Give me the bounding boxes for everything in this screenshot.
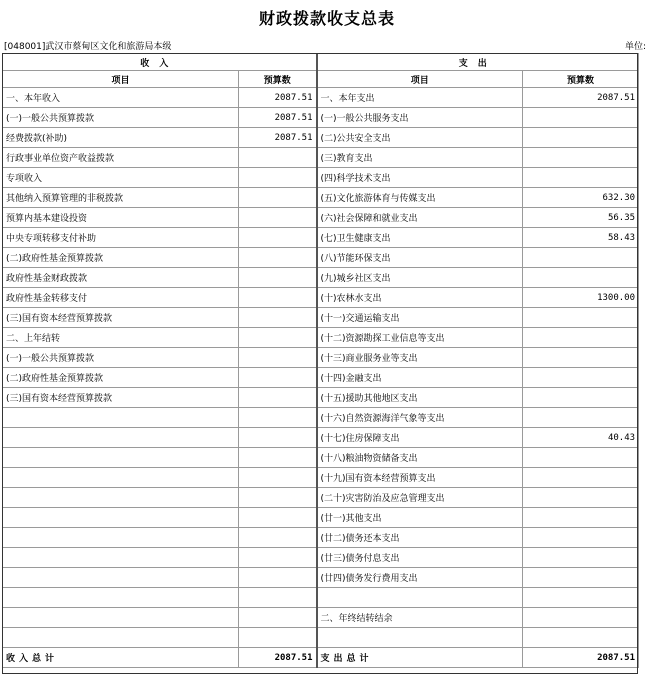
expense-item-cell: (九)城乡社区支出 bbox=[317, 268, 523, 288]
expense-item-cell: (十八)粮油物资储备支出 bbox=[317, 448, 523, 468]
expense-item-cell: (廿一)其他支出 bbox=[317, 508, 523, 528]
table-row bbox=[3, 528, 639, 548]
income-budget-cell bbox=[239, 388, 317, 408]
income-item-cell bbox=[3, 588, 239, 608]
expense-budget-cell bbox=[523, 368, 639, 388]
table-row bbox=[3, 628, 639, 648]
income-budget-cell bbox=[239, 368, 317, 388]
expense-item-cell: (十六)自然资源海洋气象等支出 bbox=[317, 408, 523, 428]
income-budget-cell bbox=[239, 348, 317, 368]
expense-budget-cell bbox=[523, 468, 639, 488]
table-row bbox=[3, 188, 639, 208]
expense-item-cell: (三)教育支出 bbox=[317, 148, 523, 168]
expense-budget-cell bbox=[523, 348, 639, 368]
expense-budget-header: 预算数 bbox=[523, 71, 639, 88]
expense-budget-cell bbox=[523, 448, 639, 468]
page-title: 财政拨款收支总表 bbox=[258, 9, 395, 28]
table-row bbox=[3, 128, 639, 148]
income-item-cell bbox=[3, 608, 239, 628]
unit-label: 单位: bbox=[624, 42, 646, 52]
expense-budget-cell bbox=[523, 388, 639, 408]
expense-budget-cell bbox=[523, 248, 639, 268]
expense-budget-cell bbox=[523, 508, 639, 528]
expense-budget-cell bbox=[523, 108, 639, 128]
expense-item-cell bbox=[317, 588, 523, 608]
income-budget-cell bbox=[239, 468, 317, 488]
expense-item-cell: (十五)援助其他地区支出 bbox=[317, 388, 523, 408]
budget-table bbox=[2, 53, 639, 668]
expense-item-header: 项目 bbox=[317, 71, 523, 88]
totals-row bbox=[3, 648, 639, 668]
income-item-cell: 政府性基金财政拨款 bbox=[3, 268, 239, 288]
income-item-cell: 专项收入 bbox=[3, 168, 239, 188]
table-row bbox=[3, 288, 639, 308]
income-item-cell: (一)一般公共预算拨款 bbox=[3, 108, 239, 128]
income-budget-cell bbox=[239, 408, 317, 428]
expense-budget-cell bbox=[523, 488, 639, 508]
income-item-cell: 政府性基金转移支付 bbox=[3, 288, 239, 308]
expense-item-cell: (二)公共安全支出 bbox=[317, 128, 523, 148]
table-row bbox=[3, 448, 639, 468]
income-budget-cell bbox=[239, 208, 317, 228]
table-row bbox=[3, 328, 639, 348]
income-budget-header: 预算数 bbox=[239, 71, 317, 88]
income-item-cell bbox=[3, 428, 239, 448]
income-budget-cell: 2087.51 bbox=[239, 108, 317, 128]
expense-item-cell: (八)节能环保支出 bbox=[317, 248, 523, 268]
expense-budget-cell: 1300.00 bbox=[523, 288, 639, 308]
expense-budget-cell bbox=[523, 528, 639, 548]
expense-item-cell bbox=[317, 628, 523, 648]
expense-budget-cell bbox=[523, 268, 639, 288]
table-row bbox=[3, 408, 639, 428]
income-item-cell bbox=[3, 528, 239, 548]
income-budget-cell bbox=[239, 428, 317, 448]
expense-item-cell: 二、年终结转结余 bbox=[317, 608, 523, 628]
table-row bbox=[3, 208, 639, 228]
table-row bbox=[3, 428, 639, 448]
table-row bbox=[3, 368, 639, 388]
income-budget-cell bbox=[239, 308, 317, 328]
expense-item-cell: (十二)资源勘探工业信息等支出 bbox=[317, 328, 523, 348]
income-item-cell: 经费拨款(补助) bbox=[3, 128, 239, 148]
income-budget-cell bbox=[239, 268, 317, 288]
expense-item-cell: 一、本年支出 bbox=[317, 88, 523, 108]
expense-budget-cell bbox=[523, 628, 639, 648]
income-total-value: 2087.51 bbox=[239, 648, 317, 668]
expense-budget-cell bbox=[523, 168, 639, 188]
table-row bbox=[3, 388, 639, 408]
income-budget-cell bbox=[239, 248, 317, 268]
income-budget-cell bbox=[239, 288, 317, 308]
income-item-cell bbox=[3, 448, 239, 468]
expense-budget-cell bbox=[523, 328, 639, 348]
income-item-cell bbox=[3, 488, 239, 508]
table-row bbox=[3, 348, 639, 368]
income-item-cell: (三)国有资本经营预算拨款 bbox=[3, 308, 239, 328]
table-row bbox=[3, 268, 639, 288]
table-row bbox=[3, 468, 639, 488]
expense-item-cell: (廿二)债务还本支出 bbox=[317, 528, 523, 548]
table-row bbox=[3, 548, 639, 568]
table-row bbox=[3, 168, 639, 188]
income-item-cell bbox=[3, 548, 239, 568]
expense-budget-cell: 58.43 bbox=[523, 228, 639, 248]
income-budget-cell bbox=[239, 548, 317, 568]
income-section-header: 收入 bbox=[3, 54, 317, 71]
income-budget-cell bbox=[239, 588, 317, 608]
expense-budget-cell bbox=[523, 548, 639, 568]
expense-total-label: 支出总计 bbox=[317, 648, 523, 668]
income-item-cell: (三)国有资本经营预算拨款 bbox=[3, 388, 239, 408]
unit-name: [048001]武汉市蔡甸区文化和旅游局本级 bbox=[4, 42, 172, 52]
expense-item-cell: (一)一般公共服务支出 bbox=[317, 108, 523, 128]
income-budget-cell bbox=[239, 168, 317, 188]
expense-budget-cell: 2087.51 bbox=[523, 88, 639, 108]
income-item-cell: 预算内基本建设投资 bbox=[3, 208, 239, 228]
income-budget-cell bbox=[239, 568, 317, 588]
table-row bbox=[3, 508, 639, 528]
expense-item-cell: (十一)交通运输支出 bbox=[317, 308, 523, 328]
expense-budget-cell bbox=[523, 308, 639, 328]
expense-budget-cell bbox=[523, 408, 639, 428]
expense-item-cell: (廿三)债务付息支出 bbox=[317, 548, 523, 568]
expense-item-cell: (廿四)债务发行费用支出 bbox=[317, 568, 523, 588]
income-item-cell: 中央专项转移支付补助 bbox=[3, 228, 239, 248]
column-header-row bbox=[3, 71, 639, 88]
income-budget-cell bbox=[239, 628, 317, 648]
expense-item-cell: (十四)金融支出 bbox=[317, 368, 523, 388]
table-row bbox=[3, 148, 639, 168]
expense-total-value: 2087.51 bbox=[523, 648, 639, 668]
expense-budget-cell bbox=[523, 588, 639, 608]
income-budget-cell bbox=[239, 448, 317, 468]
income-item-cell bbox=[3, 508, 239, 528]
table-row bbox=[3, 588, 639, 608]
table-row bbox=[3, 248, 639, 268]
income-item-cell: (一)一般公共预算拨款 bbox=[3, 348, 239, 368]
expense-item-cell: (十三)商业服务业等支出 bbox=[317, 348, 523, 368]
income-item-cell bbox=[3, 628, 239, 648]
expense-item-cell: (五)文化旅游体育与传媒支出 bbox=[317, 188, 523, 208]
expense-item-cell: (六)社会保障和就业支出 bbox=[317, 208, 523, 228]
section-header-row bbox=[3, 54, 639, 71]
income-item-header: 项目 bbox=[3, 71, 239, 88]
expense-budget-cell: 56.35 bbox=[523, 208, 639, 228]
table-row bbox=[3, 228, 639, 248]
income-item-cell: (二)政府性基金预算拨款 bbox=[3, 368, 239, 388]
table-row bbox=[3, 568, 639, 588]
expense-section-header: 支出 bbox=[317, 54, 639, 71]
income-item-cell: 行政事业单位资产收益拨款 bbox=[3, 148, 239, 168]
income-item-cell bbox=[3, 568, 239, 588]
income-budget-cell bbox=[239, 328, 317, 348]
expense-item-cell: (四)科学技术支出 bbox=[317, 168, 523, 188]
income-item-cell: (二)政府性基金预算拨款 bbox=[3, 248, 239, 268]
income-item-cell: 其他纳入预算管理的非税拨款 bbox=[3, 188, 239, 208]
expense-item-cell: (二十)灾害防治及应急管理支出 bbox=[317, 488, 523, 508]
income-budget-cell bbox=[239, 528, 317, 548]
income-budget-cell: 2087.51 bbox=[239, 88, 317, 108]
income-budget-cell bbox=[239, 488, 317, 508]
income-item-cell: 一、本年收入 bbox=[3, 88, 239, 108]
income-item-cell bbox=[3, 468, 239, 488]
income-budget-cell bbox=[239, 228, 317, 248]
expense-item-cell: (七)卫生健康支出 bbox=[317, 228, 523, 248]
table-row bbox=[3, 108, 639, 128]
income-item-cell: 二、上年结转 bbox=[3, 328, 239, 348]
expense-budget-cell: 632.30 bbox=[523, 188, 639, 208]
expense-budget-cell bbox=[523, 128, 639, 148]
income-budget-cell bbox=[239, 188, 317, 208]
income-total-label: 收入总计 bbox=[3, 648, 239, 668]
income-budget-cell: 2087.51 bbox=[239, 128, 317, 148]
expense-budget-cell: 40.43 bbox=[523, 428, 639, 448]
table-row bbox=[3, 308, 639, 328]
expense-item-cell: (十)农林水支出 bbox=[317, 288, 523, 308]
income-budget-cell bbox=[239, 608, 317, 628]
expense-budget-cell bbox=[523, 148, 639, 168]
table-row bbox=[3, 88, 639, 108]
expense-budget-cell bbox=[523, 568, 639, 588]
income-item-cell bbox=[3, 408, 239, 428]
table-row bbox=[3, 608, 639, 628]
income-budget-cell bbox=[239, 508, 317, 528]
table-row bbox=[3, 488, 639, 508]
expense-item-cell: (十九)国有资本经营预算支出 bbox=[317, 468, 523, 488]
expense-budget-cell bbox=[523, 608, 639, 628]
expense-item-cell: (十七)住房保障支出 bbox=[317, 428, 523, 448]
income-budget-cell bbox=[239, 148, 317, 168]
